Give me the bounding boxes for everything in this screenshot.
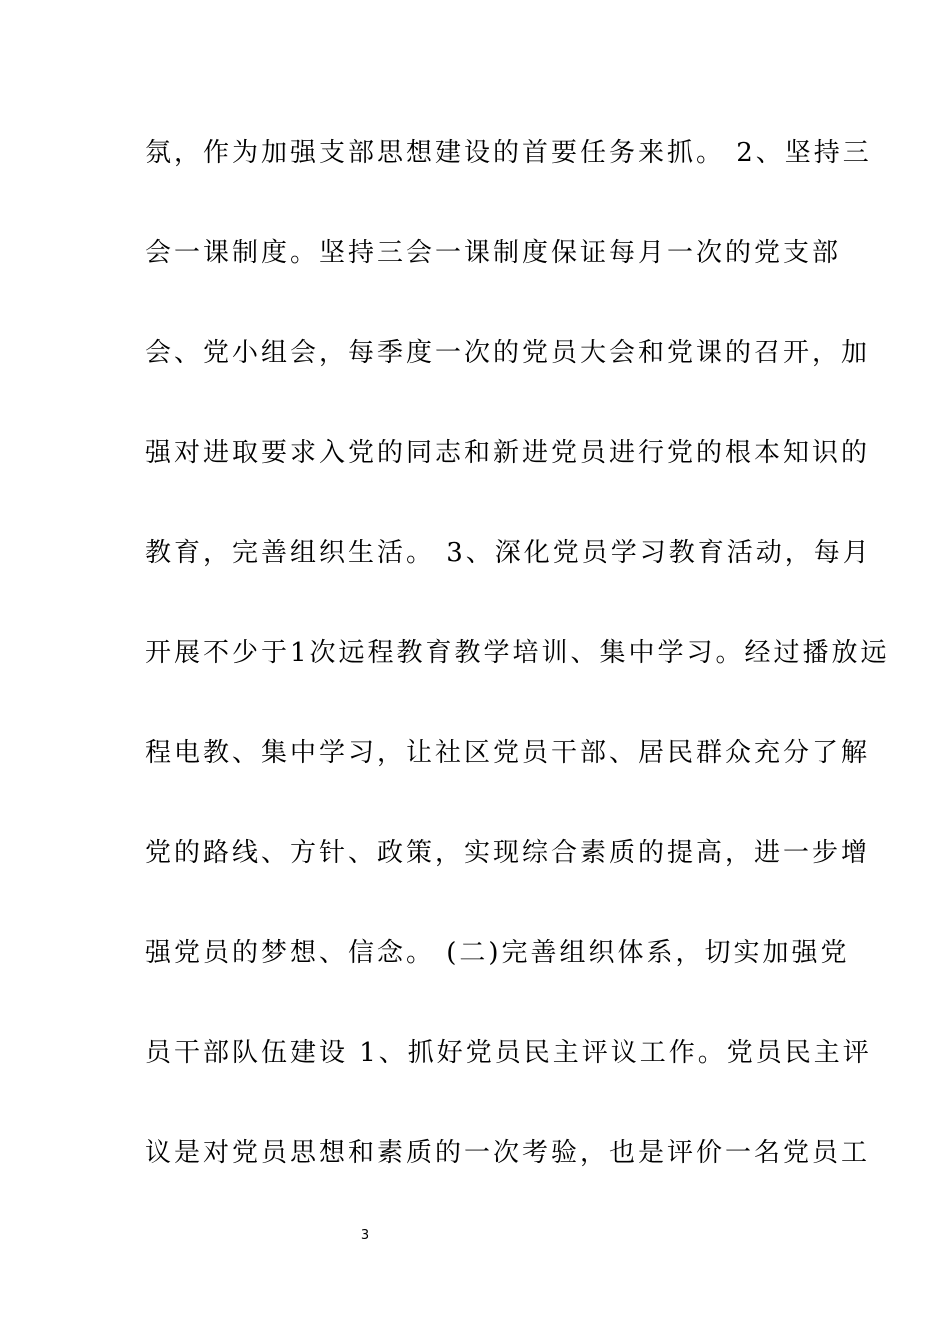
text-line-4: 强对进取要求入党的同志和新进党员进行党的根本知识的 [145, 438, 871, 468]
text-line-5: 教育，完善组织生活。 3、深化党员学习教育活动，每月 [145, 538, 872, 568]
text-line-10: 员干部队伍建设 1、抓好党员民主评议工作。党员民主评 [145, 1038, 872, 1068]
text-line-2: 会一课制度。坚持三会一课制度保证每月一次的党支部 [145, 238, 842, 268]
text-line-8: 党的路线、方针、政策，实现综合素质的提高，进一步增 [145, 838, 871, 868]
text-line-6: 开展不少于1次远程教育教学培训、集中学习。经过播放远 [145, 638, 890, 668]
text-line-3: 会、党小组会，每季度一次的党员大会和党课的召开，加 [145, 338, 871, 368]
text-line-11: 议是对党员思想和素质的一次考验，也是评价一名党员工 [145, 1138, 871, 1168]
text-line-7: 程电教、集中学习，让社区党员干部、居民群众充分了解 [145, 738, 871, 768]
text-line-9: 强党员的梦想、信念。 (二)完善组织体系，切实加强党 [145, 938, 850, 968]
page-number: 3 [360, 1228, 370, 1243]
text-line-1: 氛，作为加强支部思想建设的首要任务来抓。 2、坚持三 [145, 138, 872, 168]
